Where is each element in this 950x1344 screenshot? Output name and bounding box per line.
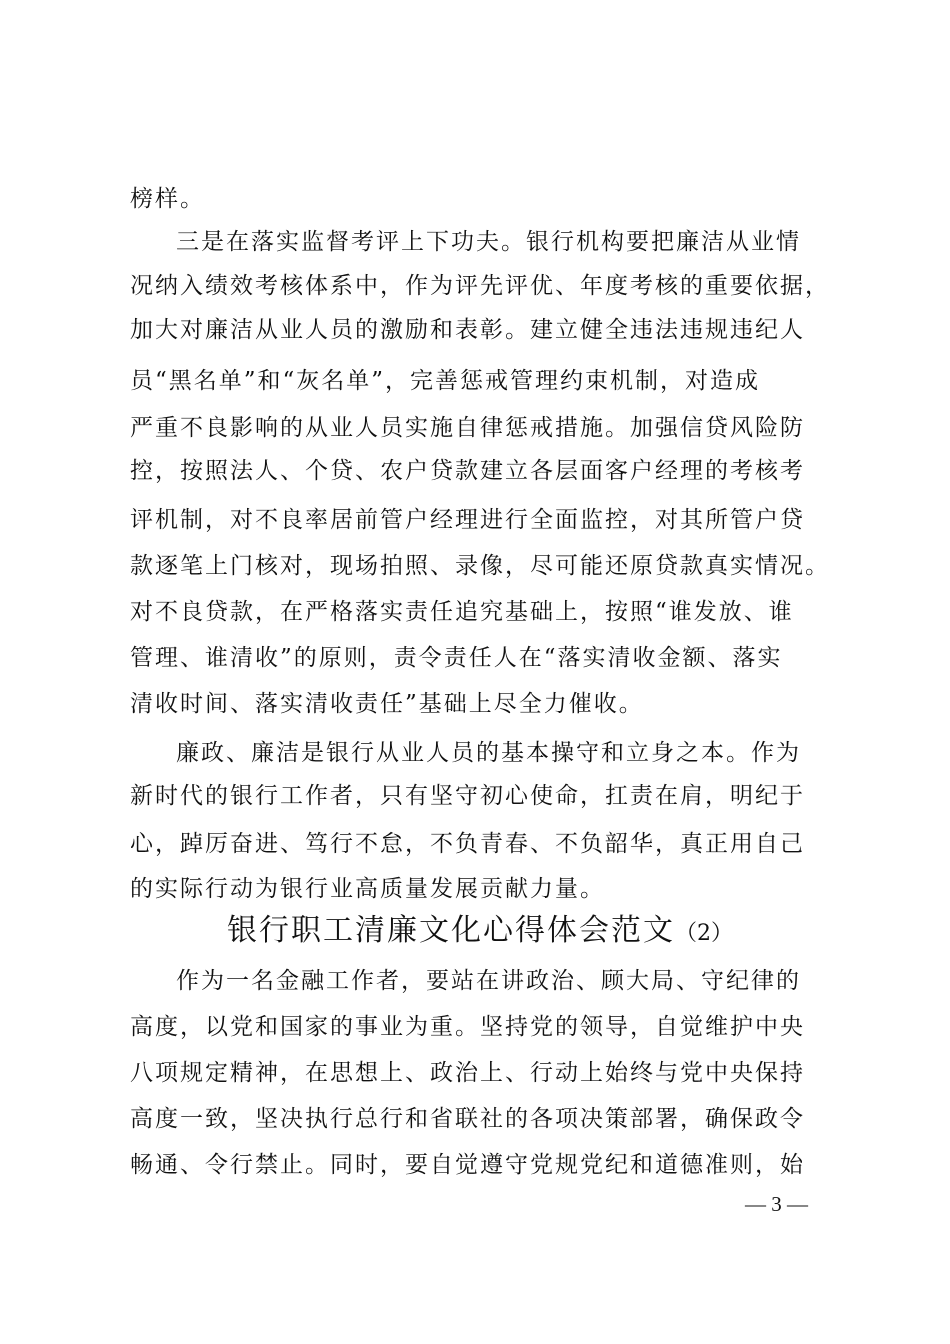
paragraph-line: 榜样。 — [130, 186, 205, 212]
page-number: — 3 — — [745, 1192, 808, 1216]
paragraph-line: 高度，以党和国家的事业为重。坚持党的领导，自觉维护中央 — [130, 1014, 805, 1040]
paragraph-line: 高度一致，坚决执行总行和省联社的各项决策部署，确保政令 — [130, 1106, 805, 1132]
paragraph-line: 作为一名金融工作者，要站在讲政治、顾大局、守纪律的 — [176, 968, 801, 994]
paragraph-line: 三是在落实监督考评上下功夫。银行机构要把廉洁从业情 — [176, 229, 801, 255]
paragraph-line: 对不良贷款，在严格落实责任追究基础上，按照“谁发放、谁 — [130, 599, 794, 625]
paragraph-line: 廉政、廉洁是银行从业人员的基本操守和立身之本。作为 — [176, 740, 801, 766]
paragraph-line: 八项规定精神，在思想上、政治上、行动上始终与党中央保持 — [130, 1060, 805, 1086]
paragraph-line: 严重不良影响的从业人员实施自律惩戒措施。加强信贷风险防 — [130, 415, 805, 441]
section-heading-title: 银行职工清廉文化心得体会范文 — [227, 913, 675, 948]
section-heading — [130, 911, 830, 954]
paragraph-line: 控，按照法人、个贷、农户贷款建立各层面客户经理的考核考 — [130, 458, 805, 484]
paragraph-line: 加大对廉洁从业人员的激励和表彰。建立健全违法违规违纪人 — [130, 317, 805, 343]
paragraph-line: 心，踔厉奋进、笃行不怠，不负青春、不负韶华，真正用自己 — [130, 831, 805, 857]
paragraph-line: 款逐笔上门核对，现场拍照、录像，尽可能还原贷款真实情况。 — [130, 553, 830, 579]
section-heading-number: （2） — [675, 921, 733, 946]
paragraph-line: 管理、谁清收”的原则，责令责任人在“落实清收金额、落实 — [130, 645, 783, 671]
paragraph-line: 新时代的银行工作者，只有坚守初心使命，扛责在肩，明纪于 — [130, 783, 805, 809]
paragraph-line: 况纳入绩效考核体系中，作为评先评优、年度考核的重要依据， — [130, 273, 830, 299]
paragraph-line: 的实际行动为银行业高质量发展贡献力量。 — [130, 876, 605, 902]
paragraph-line: 畅通、令行禁止。同时，要自觉遵守党规党纪和道德准则，始 — [130, 1152, 805, 1178]
paragraph-line: 员“黑名单”和“灰名单”，完善惩戒管理约束机制，对造成 — [130, 368, 761, 394]
paragraph-line: 清收时间、落实清收责任”基础上尽全力催收。 — [130, 691, 644, 717]
paragraph-line: 评机制，对不良率居前管户经理进行全面监控，对其所管户贷 — [130, 507, 805, 533]
